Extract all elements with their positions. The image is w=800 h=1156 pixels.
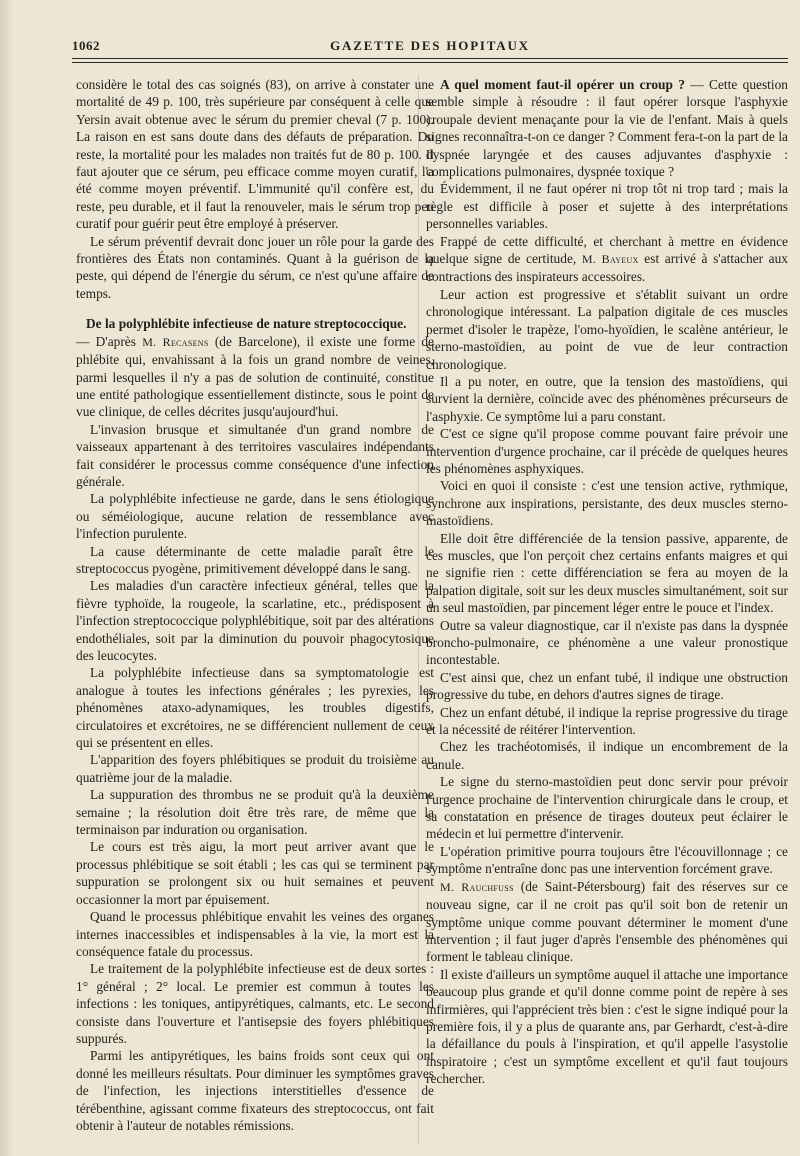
paragraph [426, 76, 788, 180]
paragraph: L'opération primitive pourra toujours être l'écouvillonnage ; ce symptôme n'entraîne donc pas une intervention forcément grave. [426, 843, 788, 877]
paragraph: Voici en quoi il consiste : c'est une tension active, rythmique, synchrone aux inspirations, persistante, des deux muscles sterno-mastoïdiens. [426, 478, 788, 529]
paragraph: Leur action est progressive et s'établit suivant un ordre chronologique intéressant. La palpation digitale de ces muscles permet d'isoler le trapèze, l'omo-hyoïdien, le scalène antérieur, le sterno-mastoïdien, au point de vue de leur contraction chronologique. [426, 286, 788, 372]
paragraph: Le traitement de la polyphlébite infectieuse est de deux sortes : 1° général ; 2° local. Le premier est commun à toutes les infections : les toniques, antipyrétiques, calmants, etc. Le second consiste dans l'ouverture et l'antisepsie des foyers phlébitiques suppurés. [76, 961, 434, 1046]
page-number: 1062 [72, 38, 100, 53]
text-run: — Cette question semble simple à résoudre : il faut opérer lorsque l'asphyxie croupale devient menaçante pour la vie de l'enfant. Mais à quels signes reconnaîtra-t-on ce danger ? Comment fera-t-on la part de la dyspnée laryngée et des causes adjuvantes d'asphyxie : complications pulmonaires, dyspnée toxique ? [426, 77, 788, 180]
paragraph: Outre sa valeur diagnostique, car il n'existe pas dans la dyspnée broncho-pulmonaire, ce phénomène a une valeur pronostique incontestable. [426, 617, 788, 668]
page-header [72, 38, 788, 60]
paragraph: C'est ainsi que, chez un enfant tubé, il indique une obstruction progressive du tube, en dehors d'autres signes de tirage. [426, 669, 788, 703]
paragraph: C'est ce signe qu'il propose comme pouvant faire prévoir une intervention d'urgence prochaine, car il précède de quelques heures les phénomènes asphyxiques. [426, 426, 788, 476]
paragraph: Le cours est très aigu, la mort peut arriver avant que le processus phlébitique se soit établi ; les cas qui se terminent par suppuration se prolongent six ou huit semaines et peuvent occasionner la mort par épuisement. [76, 839, 434, 907]
text-run: — D'après [76, 333, 143, 349]
author-name: M. Rauchfuss [440, 879, 514, 894]
paragraph: Chez un enfant détubé, il indique la reprise progressive du tirage et la nécessité de réitérer l'intervention. [426, 704, 788, 738]
section-heading-croup: A quel moment faut-il opérer un croup ? [440, 77, 685, 92]
section-heading-polyphlebite: De la polyphlébite infectieuse de nature streptococcique. [86, 316, 407, 332]
paragraph: L'apparition des foyers phlébitiques se produit du troisième au quatrième jour de la maladie. [76, 752, 434, 785]
text-run: (de Saint-Pétersbourg) fait des réserves sur ce nouveau signe, car il ne croit pas qu'il soit bon de retenir un symptôme unique comme pouvant déterminer le moment d'une intervention ; il faut juger d'après l'ensemble des phénomènes qui forment le tableau clinique. [426, 878, 788, 965]
paragraph: Chez les trachéotomisés, il indique un encombrement de la canule. [426, 739, 788, 772]
right-column [426, 76, 788, 1088]
paragraph: Il existe d'ailleurs un symptôme auquel il attache une importance beaucoup plus grande et qu'il donne comme point de repère à ses infirmières, qui l'apprécient très bien : c'est le signe indiqué pour la première fois, il y a plus de quarante ans, par Gerhardt, c'est-à-dire la défaillance du pouls à l'inspiration, et qu'il appelle l'asystolie inspiratoire ; c'est un symptôme excellent et qu'il faut toujours rechercher. [426, 966, 788, 1087]
paragraph [426, 233, 788, 286]
paragraph [76, 333, 434, 421]
paragraph: considère le total des cas soignés (83), on arrive à constater une mortalité de 49 p. 100, très supérieure par conséquent à celle que Yersin avait obtenue avec le sérum du premier cheval (7 p. 100). La raison en est sans doute dans des défauts de préparation. Du reste, la mortalité pour les malades non traités fut de 80 p. 100. Il faut ajouter que ce sérum, peu efficace comme moyen curatif, l'a été comme moyen préventif. L'immunité qu'il confère est, du reste, peu durable, et il faut la renouveler, mais le sérum trop peu curatif pour guérir peut être employé à préserver. [76, 77, 434, 232]
paragraph: La polyphlébite infectieuse dans sa symptomatologie est analogue à toutes les infections générales ; les pyrexies, les phénomènes ataxo-adynamiques, les troubles digestifs, circulatoires et excrétoires, ne se différencient nullement de ceux qui se présentent en elles. [76, 665, 434, 751]
left-column [76, 76, 434, 1134]
author-name: M. Bayeux [581, 252, 639, 267]
header-rule-thin [72, 62, 788, 63]
paragraph: Elle doit être différenciée de la tension passive, apparente, de ces muscles, que l'on perçoit chez certains enfants maigres et qui ne signifie rien : cette différenciation se fera au moyen de la palpation digitale, soit sur les deux muscles simultanément, soit sur un seul mastoïdien, par pincement léger entre le pouce et l'index. [426, 530, 788, 616]
paragraph: Quand le processus phlébitique envahit les veines des organes internes inaccessibles et indispensables à la vie, la mort est la conséquence fatale du processus. [76, 909, 434, 959]
journal-title: GAZETTE DES HOPITAUX [330, 38, 530, 53]
header-rule-thick [72, 58, 788, 59]
page-binding-shadow [0, 0, 14, 1156]
paragraph: Parmi les antipyrétiques, les bains froids sont ceux qui ont donné les meilleurs résultats. Pour diminuer les symptômes graves de l'infection, les injections interstitielles d'essence de térébenthine, agissant comme fixateurs des streptococcus, ont fait obtenir à l'auteur de notables rémissions. [76, 1048, 434, 1133]
paragraph: Les maladies d'un caractère infectieux général, telles que la fièvre typhoïde, la rougeole, la scarlatine, etc., prédisposent à l'infection streptococcique polyphlébitique, soit par des altérations endothéliales, soit par la diminution du pouvoir phagocytosique des leucocytes. [76, 578, 434, 663]
text-run: est arrivé à s'attacher aux contractions des inspirateurs accessoires. [426, 251, 788, 285]
text-run: (de Barcelone), il existe une forme de phlébite qui, envahissant à la fois un grand nombre de veines, parmi lesquelles il n'y a pas de solution de continuité, constitue une entité pathologique essentiellement distincte, sous le point de vue clinique, de celles décrites jusqu'aujourd'hui. [76, 333, 435, 420]
paragraph: La polyphlébite infectieuse ne garde, dans le sens étiologique ou séméiologique, aucune relation de ressemblance avec l'infection purulente. [76, 491, 434, 542]
paragraph: Il a pu noter, en outre, que la tension des mastoïdiens, qui survient la dernière, coïncide avec des phénomènes précurseurs de l'asphyxie. Ce symptôme lui a paru constant. [426, 373, 788, 424]
author-name: M. Recasens [142, 334, 209, 349]
paragraph: Le signe du sterno-mastoïdien peut donc servir pour prévoir l'urgence prochaine de l'intervention chirurgicale dans le croup, et sa constatation en présence de tirages douteux peut éclairer le médecin et lui permettre d'intervenir. [426, 774, 788, 842]
text-run: Frappé de cette difficulté, et cherchant à mettre en évidence quelque signe de certitude, [426, 233, 788, 267]
paragraph: L'invasion brusque et simultanée d'un grand nombre de vaisseaux appartenant à des territoires vasculaires indépendants fait considérer le processus comme conséquence d'une infection générale. [76, 421, 434, 489]
paragraph: Le sérum préventif devrait donc jouer un rôle pour la garde des frontières des États non contaminés. Quant à la guérison de la peste, qui dépend de l'énergie du sérum, ce n'est qu'une affaire de temps. [76, 233, 434, 301]
paragraph: La cause déterminante de cette maladie paraît être le streptococcus pyogène, primitivement développé dans le sang. [76, 543, 434, 576]
paragraph: La suppuration des thrombus ne se produit qu'à la deuxième semaine ; la résolution doit être très rare, de même que la terminaison par induration ou organisation. [76, 787, 434, 838]
paragraph [426, 878, 788, 966]
paragraph: Évidemment, il ne faut opérer ni trop tôt ni trop tard ; mais la règle est difficile à poser et sujette à des interprétations personnelles variables. [426, 181, 788, 232]
